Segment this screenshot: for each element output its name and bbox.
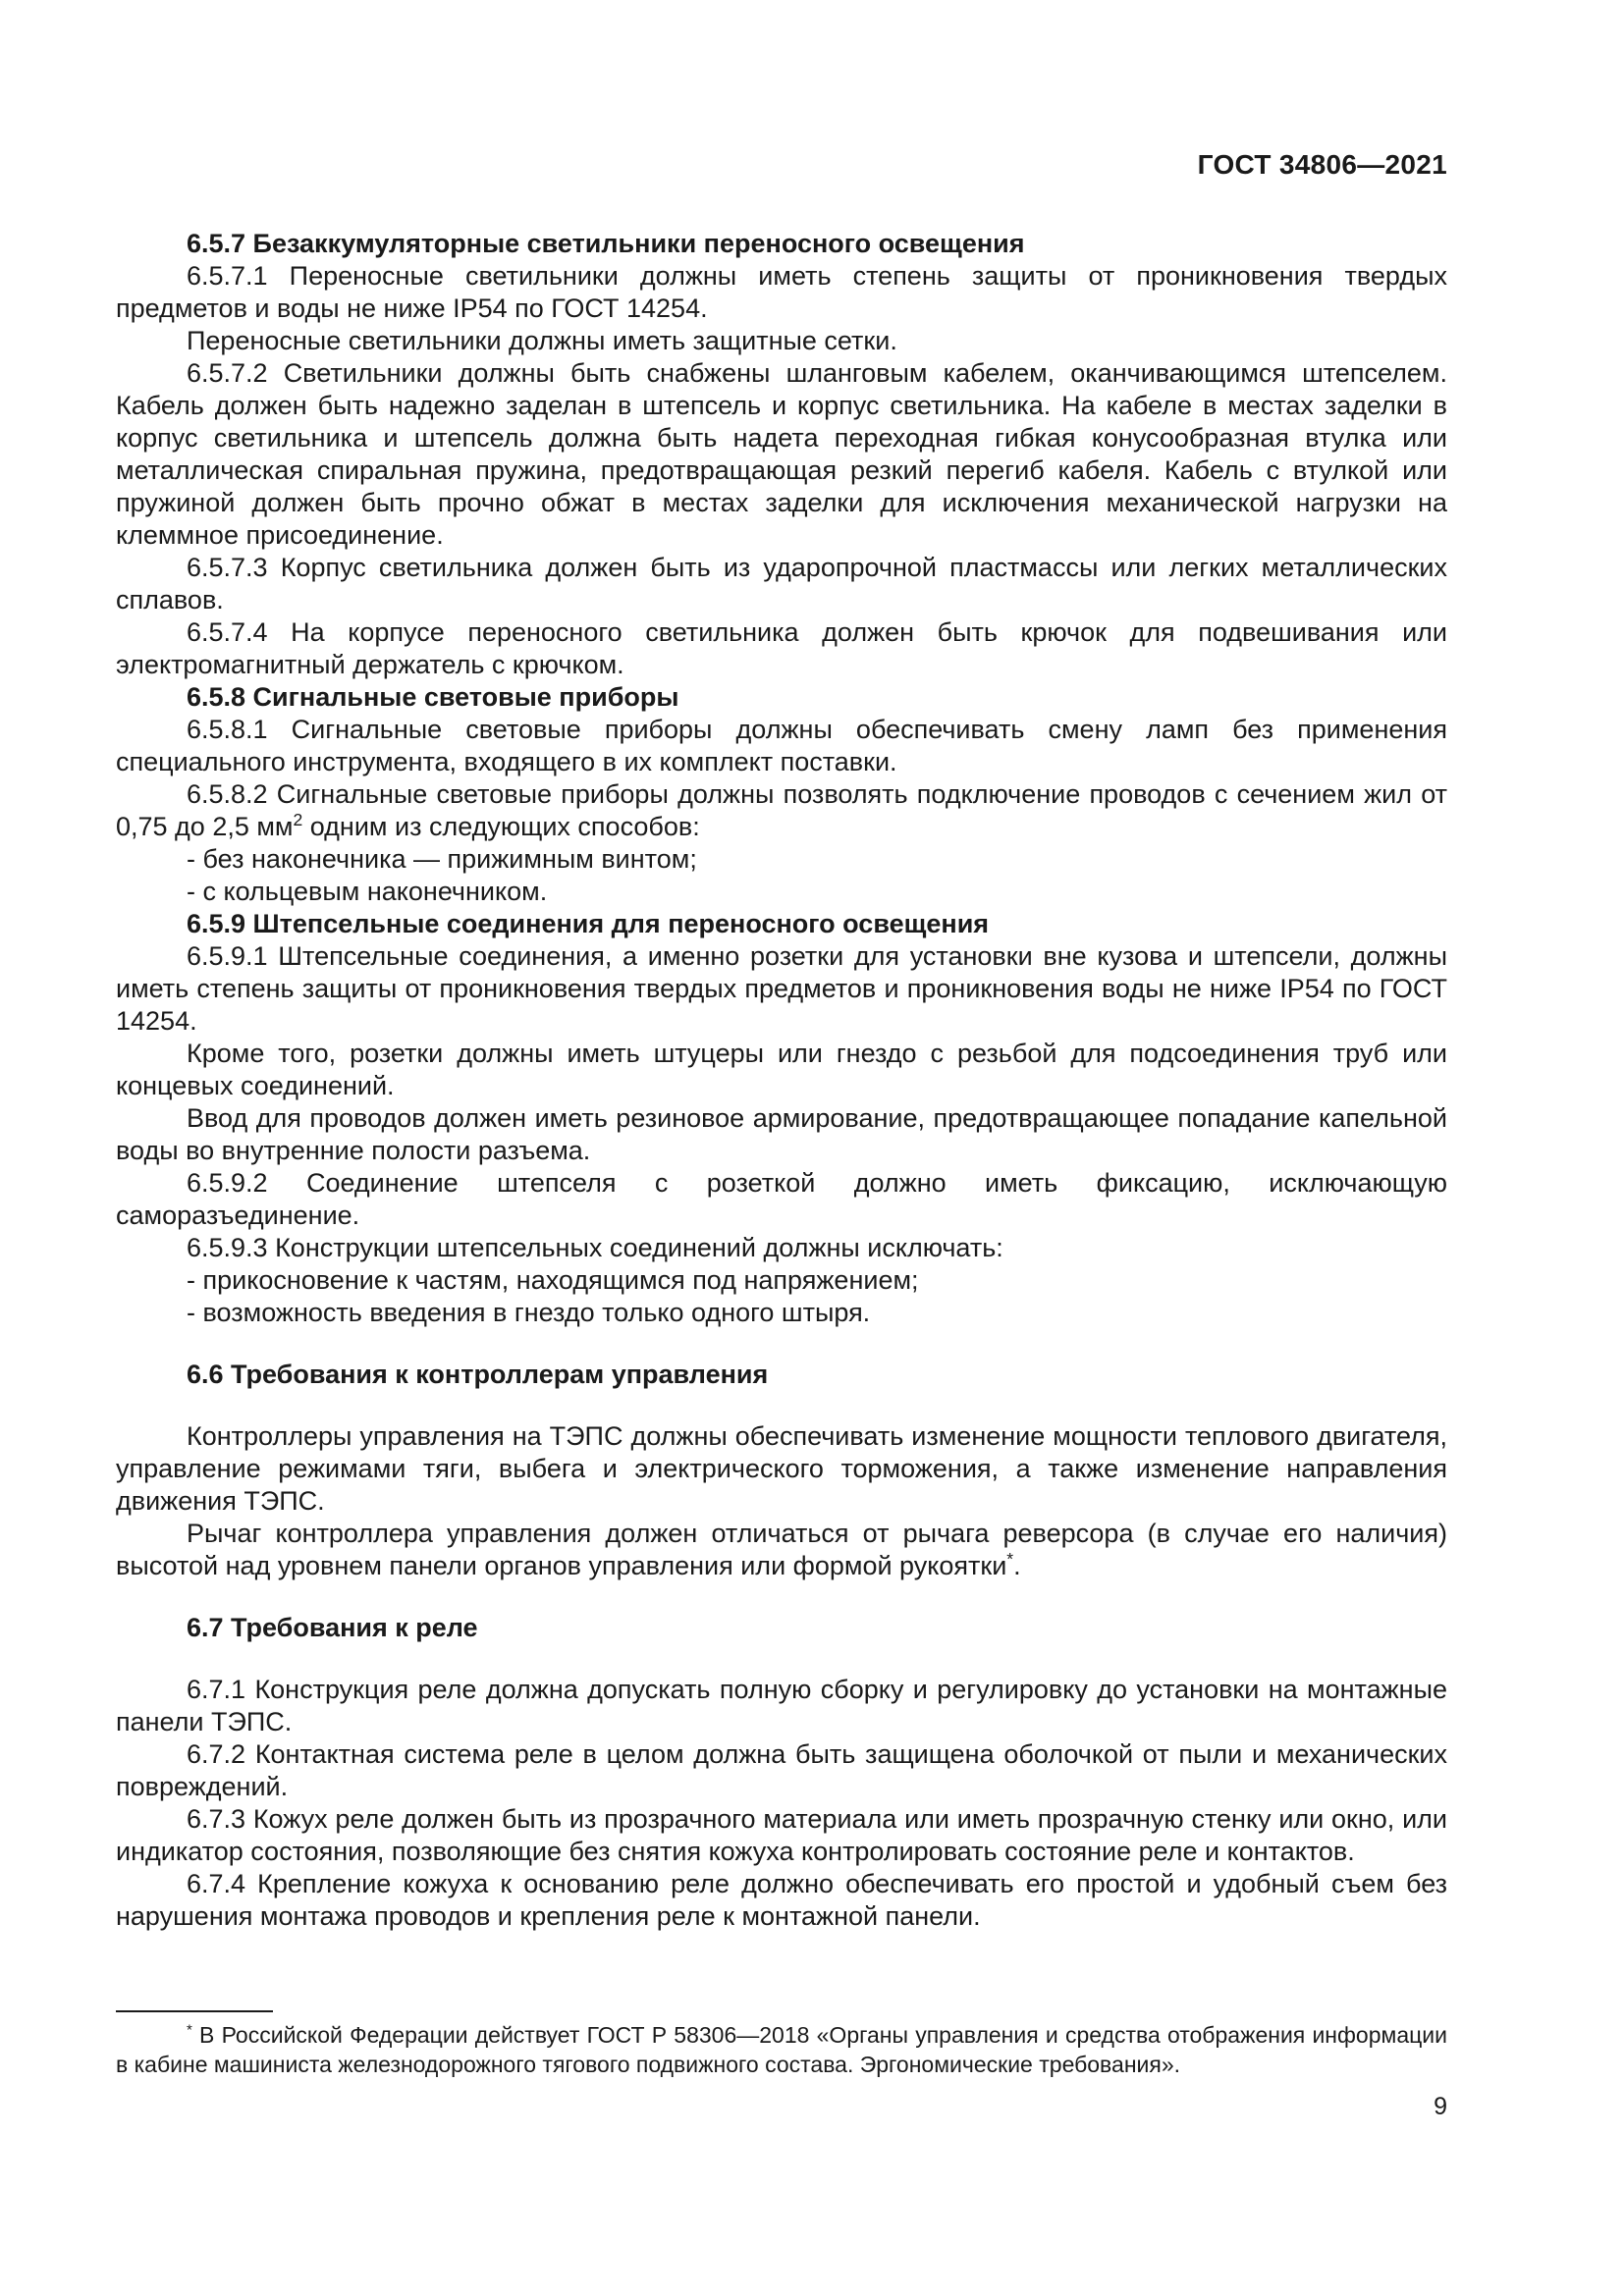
paragraph-6-7-4: 6.7.4 Крепление кожуха к основанию реле должно обеспечивать его простой и удобный съем без нарушения монтажа проводов и крепления реле к монтажной панели.	[116, 1869, 1447, 1931]
paragraph-6-7-1: 6.7.1 Конструкция реле должна допускать полную сборку и регулировку до установки на монтажные панели ТЭПС.	[116, 1675, 1447, 1736]
paragraph-6-5-8-2-tail: одним из следующих способов:	[302, 812, 700, 841]
section-heading-6-5-9: 6.5.9 Штепсельные соединения для переносного освещения	[187, 909, 990, 938]
paragraph-6-5-9-1: 6.5.9.1 Штепсельные соединения, а именно розетки для установки вне кузова и штепсели, должны иметь степень защиты от проникновения твердых предметов и проникновения воды не ниже IP54 по ГОСТ 14254.	[116, 941, 1447, 1036]
paragraph-protective-grids: Переносные светильники должны иметь защитные сетки.	[187, 326, 897, 355]
paragraph-6-5-9-3: 6.5.9.3 Конструкции штепсельных соединений должны исключать:	[187, 1233, 1003, 1262]
paragraph-6-5-8-2-text: 6.5.8.2 Сигнальные световые приборы должны позволять подключение проводов с сечением жил от 0,75 до 2,5 мм	[116, 779, 1447, 841]
paragraph-6-5-7-4: 6.5.7.4 На корпусе переносного светильника должен быть крючок для подвешивания или электромагнитный держатель с крючком.	[116, 617, 1447, 679]
footnote-text-block	[116, 2020, 1447, 2079]
list-item-no-lug: - без наконечника — прижимным винтом;	[187, 844, 697, 874]
paragraph-controller-lever-text: Рычаг контроллера управления должен отличаться от рычага реверсора (в случае его наличия) высотой над уровнем панели органов управления или формой рукоятки	[116, 1519, 1447, 1580]
paragraph-controllers-function: Контроллеры управления на ТЭПС должны обеспечивать изменение мощности теплового двигателя, управление режимами тяги, выбега и электрического торможения, а также изменение направления движения ТЭПС.	[116, 1421, 1447, 1516]
paragraph-6-5-8-2	[116, 778, 1447, 843]
paragraph-wire-entry: Ввод для проводов должен иметь резиновое армирование, предотвращающее попадание капельной воды во внутренние полости разъема.	[116, 1103, 1447, 1165]
paragraph-6-5-8-1: 6.5.8.1 Сигнальные световые приборы должны обеспечивать смену ламп без применения специального инструмента, входящего в их комплект поставки.	[116, 715, 1447, 776]
paragraph-sockets-fittings: Кроме того, розетки должны иметь штуцеры или гнездо с резьбой для подсоединения труб или концевых соединений.	[116, 1039, 1447, 1100]
paragraph-6-7-3: 6.7.3 Кожух реле должен быть из прозрачного материала или иметь прозрачную стенку или окно, или индикатор состояния, позволяющие без снятия кожуха контролировать состояние реле и контактов.	[116, 1804, 1447, 1866]
list-item-live-parts: - прикосновение к частям, находящимся под напряжением;	[187, 1265, 919, 1295]
footnote-separator	[116, 2010, 273, 2012]
superscript-squared: 2	[293, 810, 303, 829]
paragraph-6-5-9-2: 6.5.9.2 Соединение штепселя с розеткой должно иметь фиксацию, исключающую саморазъединение.	[116, 1168, 1447, 1230]
paragraph-6-5-7-2: 6.5.7.2 Светильники должны быть снабжены шланговым кабелем, оканчивающимся штепселем. Кабель должен быть надежно заделан в штепсель и корпус светильника. На кабеле в местах заделки в корпус светильника и штепсель должна быть надета переходная гибкая конусообразная втулка или металлическая спиральная пружина, предотвращающая резкий перегиб кабеля. Кабель с втулкой или пружиной должен быть прочно обжат в местах заделки для исключения механической нагрузки на клеммное присоединение.	[116, 358, 1447, 550]
list-item-ring-lug: - с кольцевым наконечником.	[187, 877, 548, 906]
page-number: 9	[1434, 2093, 1447, 2120]
paragraph-controller-lever	[116, 1518, 1447, 1582]
footnote-text: В Российской Федерации действует ГОСТ Р 58306—2018 «Органы управления и средства отображения информации в кабине машиниста железнодорожного тягового подвижного состава. Эргономические требования».	[116, 2022, 1447, 2077]
footnote-reference: *	[1006, 1549, 1014, 1569]
paragraph-6-7-2: 6.7.2 Контактная система реле в целом должна быть защищена оболочкой от пыли и механических повреждений.	[116, 1739, 1447, 1801]
document-body	[116, 228, 1447, 1933]
section-heading-6-5-8: 6.5.8 Сигнальные световые приборы	[187, 682, 679, 712]
section-heading-6-6: 6.6 Требования к контроллерам управления	[187, 1360, 769, 1389]
paragraph-controller-lever-tail: .	[1013, 1551, 1021, 1580]
section-heading-6-7: 6.7 Требования к реле	[187, 1613, 478, 1642]
footnote-marker: *	[187, 2021, 192, 2039]
paragraph-6-5-7-3: 6.5.7.3 Корпус светильника должен быть из ударопрочной пластмассы или легких металлических сплавов.	[116, 553, 1447, 614]
section-heading-6-5-7: 6.5.7 Безаккумуляторные светильники переносного освещения	[187, 229, 1025, 258]
list-item-single-pin: - возможность введения в гнездо только одного штыря.	[187, 1298, 871, 1327]
document-code-header: ГОСТ 34806—2021	[1197, 149, 1447, 180]
paragraph-6-5-7-1: 6.5.7.1 Переносные светильники должны иметь степень защиты от проникновения твердых предметов и воды не ниже IP54 по ГОСТ 14254.	[116, 261, 1447, 323]
footnote	[116, 2020, 1447, 2079]
